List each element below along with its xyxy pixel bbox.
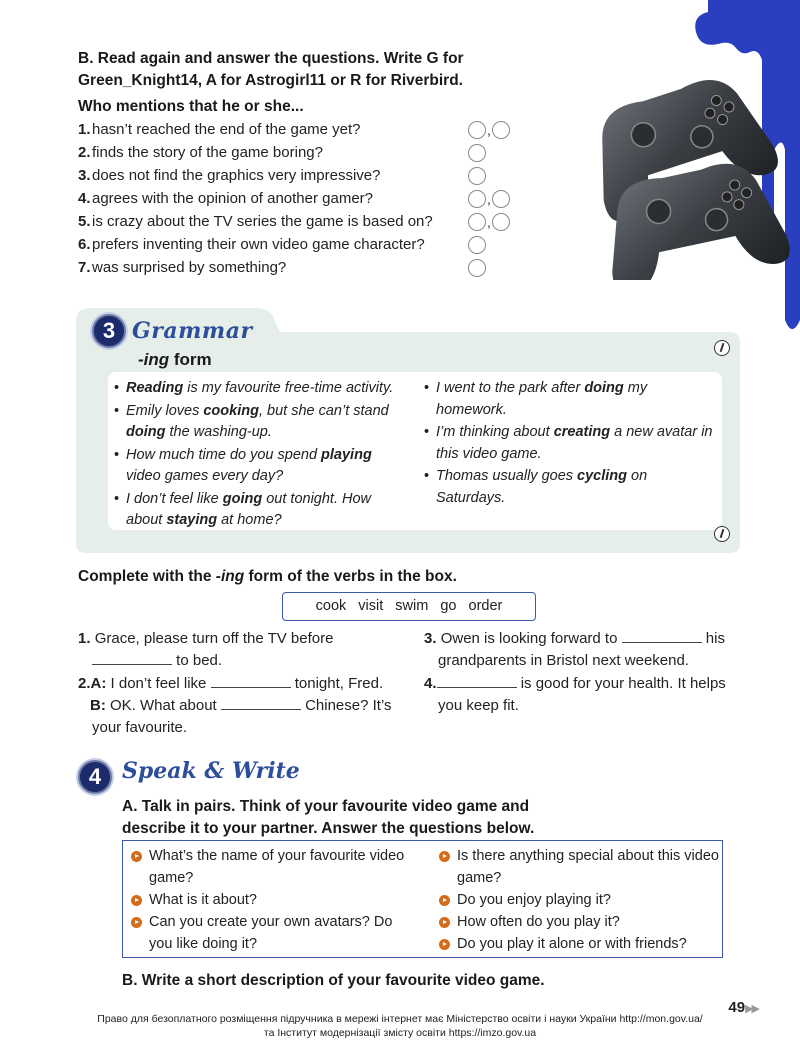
speaking-question: What’s the name of your favourite video game? [127, 845, 417, 889]
question-row [78, 141, 548, 164]
section-b-subtitle: Who mentions that he or she... [78, 98, 304, 115]
speak-instruction: A. Talk in pairs. Think of your favourite video game and describe it to your partner. Answer the questions below. [122, 798, 535, 837]
answer-circles [468, 167, 486, 185]
question-number: 1. [78, 121, 91, 138]
question-text: agrees with the opinion of another gamer? [92, 190, 374, 207]
speaking-question: How often do you play it? [435, 911, 720, 933]
question-list [78, 118, 548, 279]
arrow-bullet-icon [131, 917, 142, 928]
question-number: 2. [78, 144, 91, 161]
question-text: was surprised by something? [92, 259, 287, 276]
complete-question-2: 2.A: I don’t feel like tonight, Fred. B: OK. What about Chinese? It’s your favourite. [78, 675, 392, 736]
question-text: is crazy about the TV series the game is based on? [92, 213, 433, 230]
answer-circles [468, 236, 486, 254]
section-number-badge: 4 [78, 760, 112, 794]
answer-blank[interactable] [221, 696, 301, 710]
question-row [78, 233, 548, 256]
speaking-question: Do you play it alone or with friends? [435, 933, 720, 955]
grammar-example: • I don’t feel like going out tonight. How about staying at home? [114, 489, 404, 532]
complete-question-1: 1. Grace, please turn off the TV before to bed. [78, 630, 334, 669]
footer-line-2: та Інститут модернізації змісту освіти https://imzo.gov.ua [263, 1027, 537, 1039]
speaking-question: What is it about? [127, 889, 417, 911]
question-text: hasn’t reached the end of the game yet? [92, 121, 361, 138]
game-controllers-image [575, 65, 790, 280]
answer-circles: , [468, 121, 510, 139]
question-row [78, 118, 548, 141]
grammar-examples-panel [108, 372, 722, 530]
section-b-instruction: B. Read again and answer the questions. Write G for Green_Knight14, A for Astrogirl11 or R for Riverbird. [78, 50, 464, 89]
info-icon [714, 526, 730, 542]
speaking-questions-left [127, 845, 417, 955]
question-row [78, 187, 548, 210]
footer-line-1: Право для безоплатного розміщення підручника в мережі інтернет має Міністерство освіти і науки України http://mon.gov.ua/ [97, 1013, 703, 1025]
question-number: 7. [78, 259, 91, 276]
answer-blank[interactable] [92, 651, 172, 665]
answer-circle[interactable] [468, 236, 486, 254]
answer-circles [468, 144, 486, 162]
answer-circle[interactable] [492, 121, 510, 139]
write-instruction: B. Write a short description of your favourite video game. [122, 972, 545, 989]
answer-circle[interactable] [468, 144, 486, 162]
answer-circles [468, 259, 486, 277]
answer-blank[interactable] [622, 629, 702, 643]
arrow-bullet-icon [439, 895, 450, 906]
answer-circle[interactable] [468, 167, 486, 185]
grammar-example: • I went to the park after doing my homework. [424, 378, 714, 421]
complete-instruction: Complete with the -ing form of the verbs in the box. [78, 568, 457, 585]
answer-circles: , [468, 190, 510, 208]
grammar-example: • How much time do you spend playing video games every day? [114, 445, 404, 488]
answer-circle[interactable] [468, 259, 486, 277]
answer-circles: , [468, 213, 510, 231]
question-row [78, 164, 548, 187]
grammar-subtitle: -ing form [138, 350, 212, 369]
arrow-bullet-icon [439, 939, 450, 950]
question-number: 4. [78, 190, 91, 207]
grammar-example: • Emily loves cooking, but she can’t stand doing the washing-up. [114, 401, 404, 444]
answer-blank[interactable] [211, 674, 291, 688]
answer-blank[interactable] [437, 674, 517, 688]
speaking-question: Do you enjoy playing it? [435, 889, 720, 911]
section-number-badge: 3 [92, 314, 126, 348]
answer-circle[interactable] [468, 190, 486, 208]
speaking-question: Is there anything special about this video game? [435, 845, 720, 889]
grammar-example: • Thomas usually goes cycling on Saturdays. [424, 466, 714, 509]
arrow-bullet-icon [131, 851, 142, 862]
question-row [78, 256, 548, 279]
speaking-questions-box [122, 840, 723, 958]
page-number: 49▶▶ [728, 999, 758, 1016]
arrow-bullet-icon [131, 895, 142, 906]
question-text: finds the story of the game boring? [92, 144, 323, 161]
arrow-bullet-icon [439, 917, 450, 928]
info-icon [714, 340, 730, 356]
speaking-questions-right [435, 845, 720, 955]
grammar-box [76, 308, 740, 553]
question-number: 6. [78, 236, 91, 253]
question-text: prefers inventing their own video game character? [92, 236, 425, 253]
answer-circle[interactable] [492, 190, 510, 208]
answer-circle[interactable] [468, 121, 486, 139]
answer-circle[interactable] [468, 213, 486, 231]
copyright-footer [0, 1012, 800, 1040]
answer-circle[interactable] [492, 213, 510, 231]
speak-write-title: Speak & Write [122, 758, 300, 784]
grammar-examples-left [114, 378, 404, 533]
arrow-bullet-icon [439, 851, 450, 862]
question-number: 5. [78, 213, 91, 230]
grammar-examples-right [424, 378, 714, 510]
verb-word-box: cook visit swim go order [282, 592, 536, 621]
speaking-question: Can you create your own avatars? Do you like doing it? [127, 911, 417, 955]
question-row [78, 210, 548, 233]
grammar-example: • I’m thinking about creating a new avatar in this video game. [424, 422, 714, 465]
question-number: 3. [78, 167, 91, 184]
complete-question-3: 3. Owen is looking forward to his grandparents in Bristol next weekend. [424, 630, 725, 669]
question-text: does not find the graphics very impressive? [92, 167, 381, 184]
complete-question-4: 4. is good for your health. It helps you keep fit. [424, 675, 726, 714]
grammar-title: Grammar [132, 318, 253, 344]
grammar-example: • Reading is my favourite free-time activity. [114, 378, 404, 400]
